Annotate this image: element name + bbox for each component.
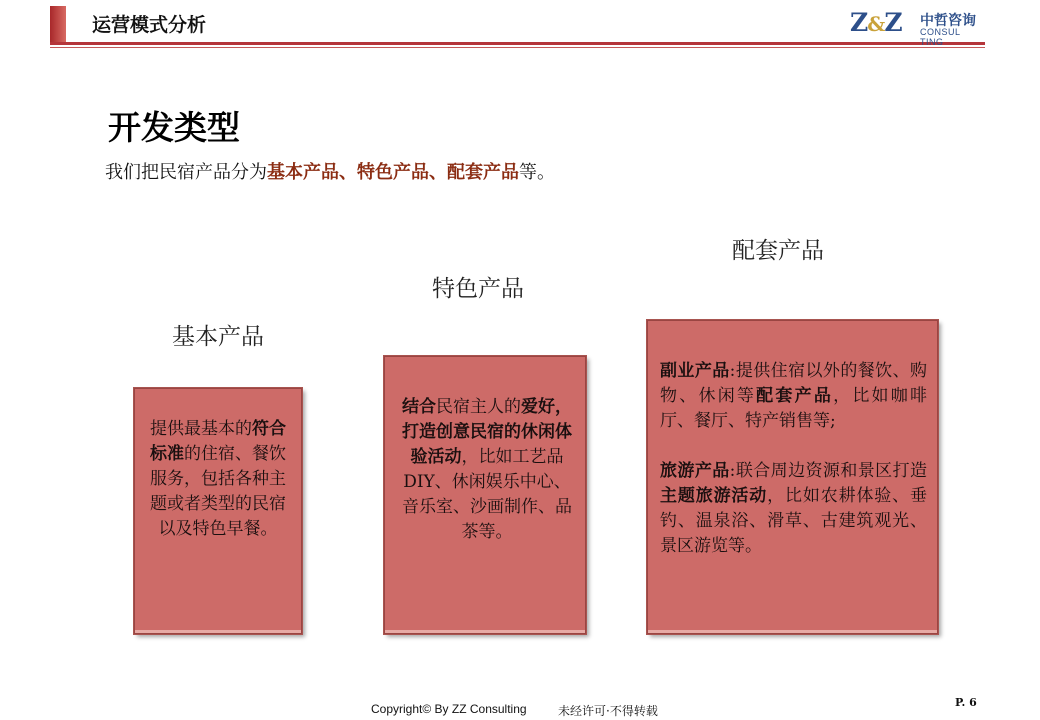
logo-z-left: Z [850, 8, 868, 37]
card-support-product [647, 320, 938, 634]
logo-mark [850, 8, 902, 37]
category-label-basic: 基本产品 [172, 324, 264, 350]
card-text: 民宿主人的 [436, 397, 521, 417]
category-label-feature: 特色产品 [432, 276, 524, 302]
page-number: P. 6 [955, 696, 977, 709]
intro-separator: 、 [429, 162, 447, 183]
intro-prefix: 我们把民宿产品分为 [105, 162, 267, 183]
header-title: 运营模式分析 [92, 14, 207, 36]
card-text-bold: 配套产品 [756, 386, 834, 406]
card-text: 提供最基本的 [150, 419, 252, 439]
card-text: :联合周边资源和景区打造 [729, 461, 927, 481]
card-text-bold: 符合标准 [150, 419, 286, 464]
card-feature-product [384, 356, 586, 634]
paragraph-spacer [660, 434, 927, 459]
page-title: 开发类型 [108, 108, 240, 147]
intro-highlight-basic: 基本产品 [267, 162, 339, 183]
header-divider-thin [50, 47, 985, 48]
intro-separator: 、 [339, 162, 357, 183]
card-text-bold: 爱好，打造创意民宿的休闲体验活动 [402, 397, 572, 467]
card-text: ，比如咖啡厅、餐厅、特产销售等; [660, 386, 928, 431]
card-section-title: 副业产品 [660, 361, 730, 381]
card-text: ，比如工艺品DIY、休闲娱乐中心、音乐室、沙画制作、品茶等。 [402, 447, 572, 542]
category-label-support: 配套产品 [732, 238, 824, 264]
card-text: :提供住宿以外的餐饮、购物、休闲等 [660, 361, 927, 406]
header-accent-bar [50, 6, 66, 42]
logo-amp: & [867, 12, 885, 36]
card-text: 的住宿、餐饮服务，包括各种主题或者类型的民宿以及特色早餐。 [150, 444, 286, 539]
card-section-side-business [660, 359, 927, 434]
logo-chinese-name: 中哲咨询 [920, 13, 976, 29]
footer-no-reprint-note: 未经许可·不得转载 [558, 704, 658, 718]
intro-highlight-feature: 特色产品 [357, 162, 429, 183]
header-divider [50, 42, 985, 45]
card-section-tourism [660, 459, 927, 559]
card-section-title: 旅游产品 [660, 461, 730, 481]
card-text-bold: 主题旅游活动 [660, 486, 768, 506]
company-logo [850, 8, 985, 47]
logo-english-name: CONSUL TING [920, 27, 961, 47]
card-text: ，比如农耕体验、垂钓、温泉浴、滑草、古建筑观光、景区游览等。 [660, 486, 928, 556]
intro-highlight-support: 配套产品 [447, 162, 519, 183]
footer-copyright: Copyright© By ZZ Consulting [371, 702, 527, 716]
card-text-bold: 结合 [402, 397, 436, 417]
card-basic-product [134, 388, 302, 634]
logo-z-right: Z [884, 8, 902, 37]
intro-sentence [105, 158, 555, 184]
intro-suffix: 等。 [519, 162, 555, 183]
